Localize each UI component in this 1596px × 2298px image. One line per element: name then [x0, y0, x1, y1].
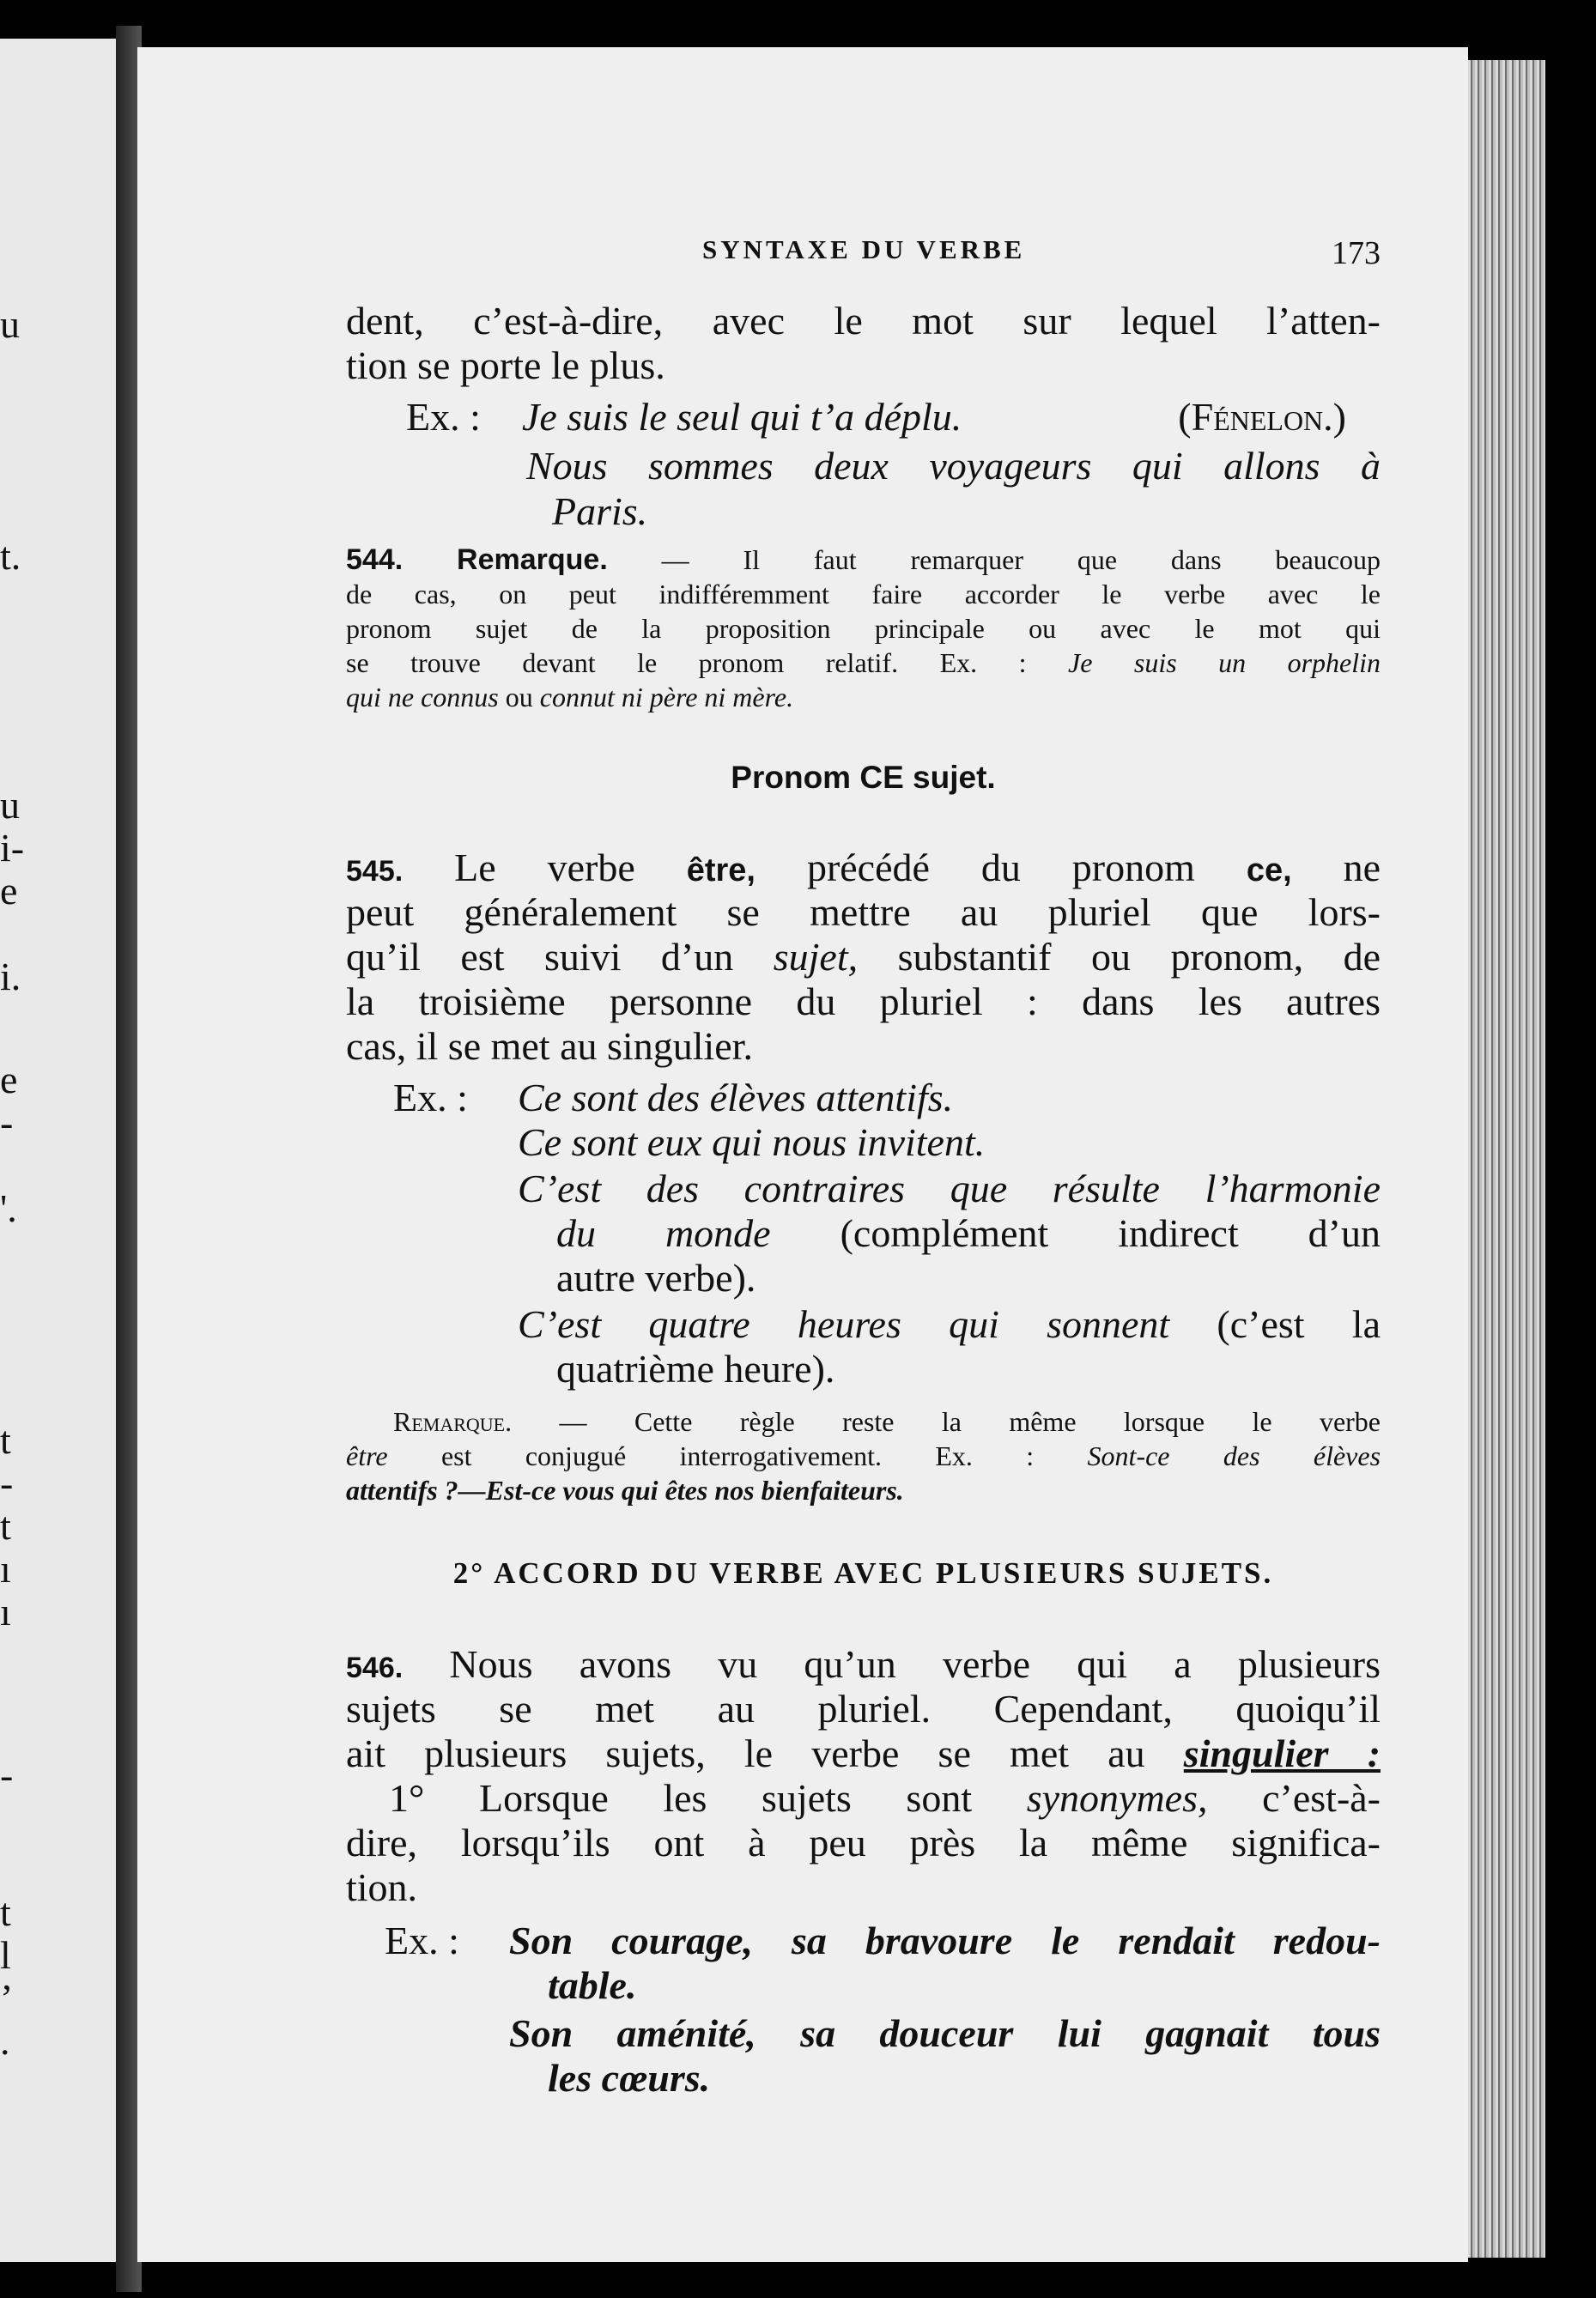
example-text: les cœurs. [548, 2056, 711, 2100]
paragraph-text: substantif ou pronom, de [897, 935, 1381, 979]
example-text: Je suis le seul qui t’a déplu. [522, 395, 962, 439]
left-fragment: ı [0, 1590, 11, 1634]
left-fragment: ı [0, 1547, 11, 1591]
remark-text: — Il faut remarquer que dans beaucoup [661, 544, 1381, 575]
italic-term: singulier : [1183, 1731, 1381, 1775]
paragraph-text: ne [1343, 846, 1381, 889]
paragraph-text: Le verbe [454, 846, 635, 889]
remark-line [346, 1440, 1381, 1473]
example-author: (Fénelon.) [1178, 395, 1346, 439]
paragraph-546-line: sujets se met au pluriel. Cependant, quoiqu’il [346, 1687, 1381, 1731]
left-fragment: i- [0, 826, 25, 870]
paragraph-line: tion se porte le plus. [346, 343, 665, 387]
paragraph-545-line: la troisième personne du pluriel : dans les autres [346, 979, 1381, 1023]
remark-example: Je suis un orphelin [1067, 647, 1381, 678]
bold-term: être, [686, 852, 756, 888]
page-number: 173 [1332, 235, 1381, 271]
example-text: Paris. [552, 489, 648, 533]
left-fragment: - [0, 1461, 14, 1505]
example-text: C’est des contraires que résulte l’harmonie [518, 1167, 1381, 1210]
paragraph-number: 544. [346, 543, 404, 576]
example-note: (c’est la [1217, 1302, 1381, 1346]
remark-544-line: de cas, on peut indifféremment faire accorder le verbe avec le [346, 579, 1381, 609]
left-fragment: l [0, 1933, 11, 1977]
left-fragment: t [0, 1504, 11, 1548]
remark-italic: attentifs ?—Est-ce vous qui êtes nos bienfaiteurs. [346, 1475, 904, 1506]
example-label: Ex. : [385, 1919, 459, 1962]
example-note: (complément indirect d’un [840, 1211, 1381, 1255]
paragraph-546-line [389, 1776, 1381, 1821]
remark-line [346, 1474, 1381, 1507]
running-title: SYNTAXE DU VERBE [702, 234, 1026, 264]
left-fragment: t [0, 1418, 11, 1462]
remark-title: Remarque. [393, 1406, 513, 1437]
left-fragment: . [0, 2019, 10, 2063]
remark-text: ou [505, 682, 533, 712]
remark-text: se trouve devant le pronom relatif. [346, 647, 899, 678]
remark-title: Remarque. [457, 543, 608, 576]
paragraph-546-line [346, 1731, 1381, 1776]
remark-544-line [346, 646, 1381, 680]
remark-text: est conjugué interrogativement. [440, 1440, 882, 1471]
example-italic: C’est quatre heures qui sonnent [518, 1302, 1170, 1346]
remark-544-line: pronom sujet de la proposition principale ou avec le mot qui [346, 613, 1381, 644]
left-fragment: u [0, 783, 20, 827]
paragraph-line: dent, c’est-à-dire, avec le mot sur lequel l’atten- [346, 299, 1381, 343]
left-fragment: ’ [0, 1976, 14, 2020]
paragraph-number: 545. [346, 855, 404, 888]
remark-example: qui ne connus [346, 682, 499, 712]
left-fragment: - [0, 1753, 14, 1797]
paragraph-546-line: tion. [346, 1865, 418, 1909]
italic-term: sujet, [773, 935, 859, 979]
running-header [346, 234, 1381, 276]
example-text: Son aménité, sa douceur lui gagnait tous [509, 2011, 1381, 2055]
left-fragment: t. [0, 534, 21, 578]
remark-544-line [346, 681, 1381, 714]
paragraph-number: 546. [346, 1652, 404, 1684]
remark-line [393, 1405, 1381, 1439]
book-page [137, 47, 1468, 2262]
left-fragment: i. [0, 955, 21, 998]
left-fragment: e [0, 869, 18, 913]
section-heading: 2° ACCORD DU VERBE AVEC PLUSIEURS SUJETS. [452, 1556, 1274, 1590]
remark-italic: Sont-ce des élèves [1087, 1440, 1381, 1471]
paragraph-545-line [346, 846, 1381, 894]
left-page-edge [0, 39, 116, 2262]
paragraph-545-line: cas, il se met au singulier. [346, 1024, 753, 1068]
left-fragment: - [0, 1100, 14, 1144]
paragraph-546-line: dire, lorsqu’ils ont à peu près la même significa- [346, 1821, 1381, 1864]
paragraph-text: qu’il est suivi d’un [346, 935, 734, 979]
remark-example: connut ni père ni mère. [539, 682, 794, 712]
bold-term: ce, [1246, 852, 1292, 888]
remark-text: Ex. : [939, 647, 1027, 678]
left-fragment: '. [0, 1186, 17, 1230]
italic-term: synonymes, [1026, 1776, 1208, 1820]
paragraph-text: ait plusieurs sujets, le verbe se met au [346, 1731, 1145, 1775]
paragraph-text: Nous avons vu qu’un verbe qui a plusieurs [449, 1642, 1381, 1686]
example-italic: du monde [556, 1211, 771, 1255]
remark-544-line [346, 543, 1381, 577]
example-text [556, 1211, 1381, 1256]
paragraph-text: précédé du pronom [806, 846, 1195, 889]
remark-italic: être [346, 1440, 388, 1471]
paragraph-text: c’est-à- [1262, 1776, 1381, 1820]
example-text: Nous sommes deux voyageurs qui allons à [526, 444, 1381, 488]
example-note: autre verbe). [556, 1256, 756, 1300]
example-text: Ce sont des élèves attentifs. [518, 1076, 954, 1119]
left-fragment: e [0, 1058, 18, 1101]
example-text: Ce sont eux qui nous invitent. [518, 1120, 986, 1164]
section-heading: Pronom CE sujet. [731, 760, 996, 795]
example-label: Ex. : [393, 1076, 468, 1119]
paragraph-546-line [346, 1642, 1381, 1690]
paragraph-text: 1° Lorsque les sujets sont [389, 1776, 973, 1820]
page-stack-edges [1468, 60, 1545, 2258]
paragraph-545-line: peut généralement se mettre au pluriel que lors- [346, 890, 1381, 934]
left-fragment: u [0, 302, 20, 346]
paragraph-545-line [346, 935, 1381, 979]
example-note: quatrième heure). [556, 1347, 835, 1391]
remark-text: — Cette règle reste la même lorsque le verbe [559, 1406, 1381, 1437]
remark-text: Ex. : [935, 1440, 1035, 1471]
example-label: Ex. : [406, 395, 481, 439]
example-text: table. [548, 1963, 637, 2007]
example-text: Son courage, sa bravoure le rendait redou- [509, 1919, 1381, 1962]
example-text [518, 1302, 1381, 1347]
left-fragment: t [0, 1890, 11, 1934]
